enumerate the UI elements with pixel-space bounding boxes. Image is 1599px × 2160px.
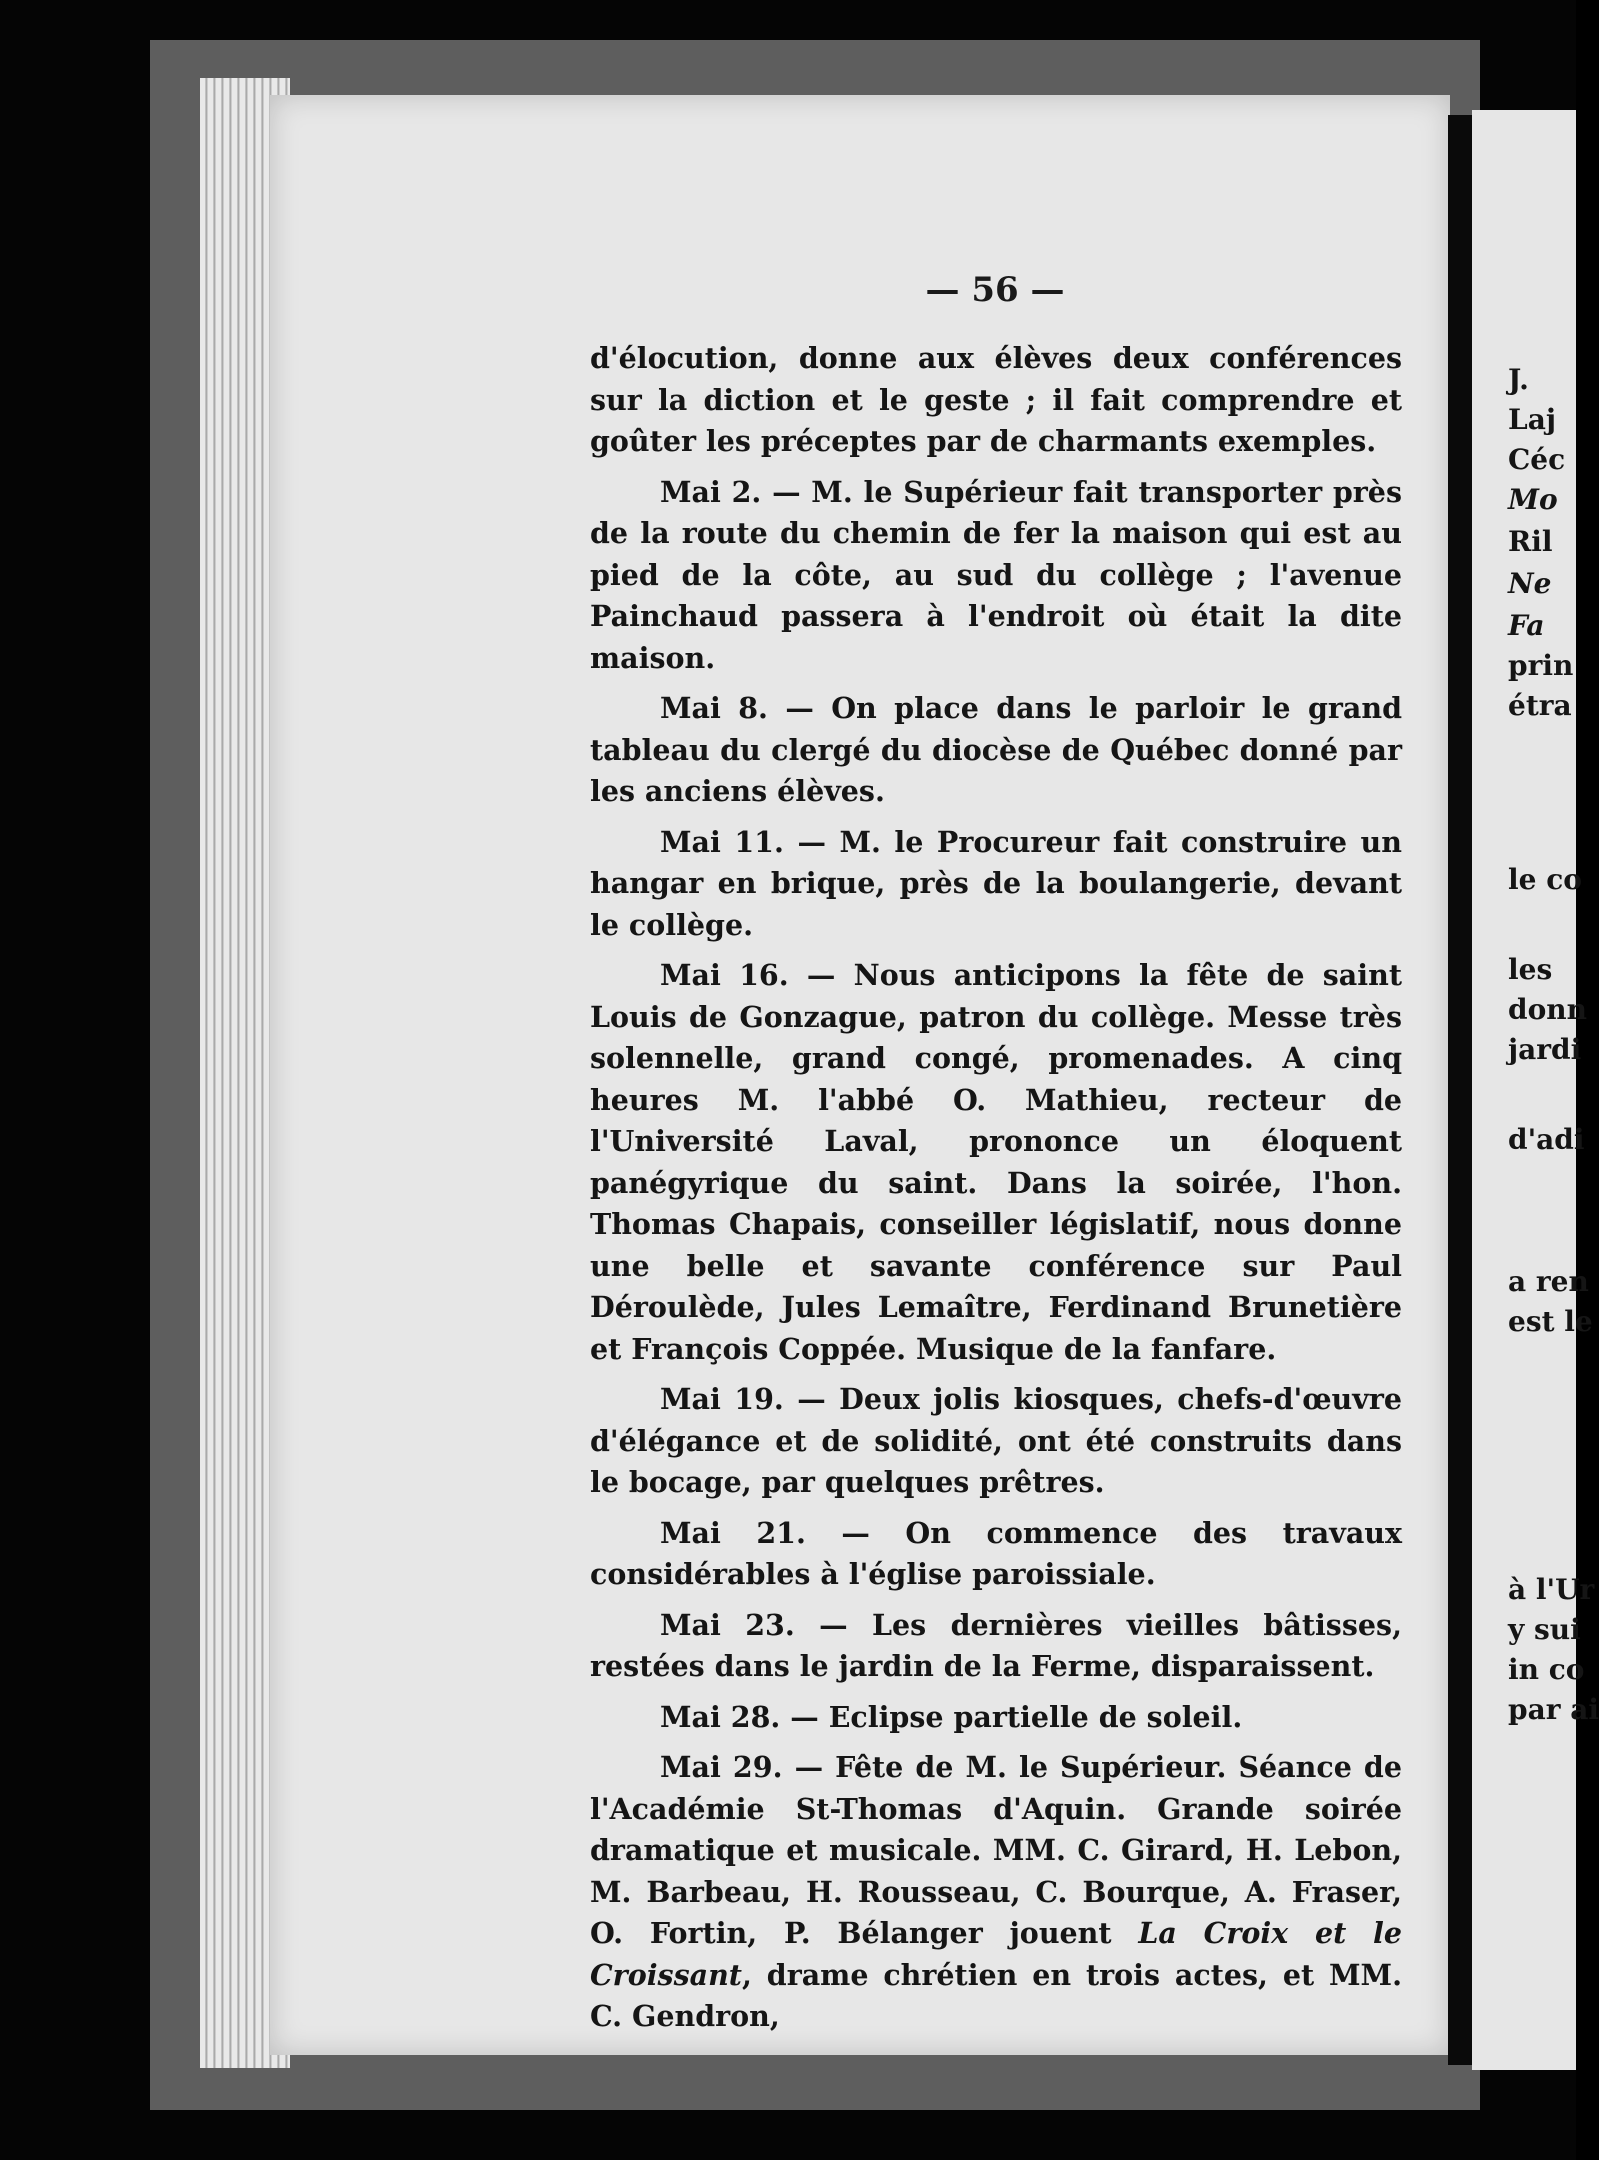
next-page-fragment: J. <box>1508 363 1529 396</box>
paragraph: Mai 8. — On place dans le parloir le grand tableau du clergé du diocèse de Québec donné par les anciens élèves. <box>590 691 1402 808</box>
next-page-fragment: par ai <box>1508 1693 1599 1726</box>
paragraph: Mai 21. — On commence des travaux considérables à l'église paroissiale. <box>590 1515 1402 1591</box>
paragraph-text: , drame chrétien en trois actes, et MM. C. Gendron, <box>590 1957 1402 2033</box>
next-page-fragment: les <box>1508 953 1553 986</box>
next-page-fragment: à l'Ur <box>1508 1573 1595 1606</box>
next-page-fragment: y sui <box>1508 1613 1581 1646</box>
next-page-fragment: Fa <box>1508 609 1545 642</box>
next-page-fragment: Laj <box>1508 403 1556 436</box>
next-page-fragment: Mo <box>1508 483 1558 516</box>
paragraph: Mai 19. — Deux jolis kiosques, chefs-d'œuvre d'élégance et de solidité, ont été construits dans le bocage, par quelques prêtres. <box>590 1382 1402 1499</box>
next-page-fragment: prin <box>1508 649 1574 682</box>
book-gutter <box>1448 115 1472 2065</box>
paragraph: Mai 2. — M. le Supérieur fait transporter près de la route du chemin de fer la maison qui est au pied de la côte, au sud du collège ; l'avenue Painchaud passera à l'endroit où était la dite maison. <box>590 474 1402 675</box>
paragraph-text: Mai 29. — Fête de M. le Supérieur. Séance de l'Académie St-Thomas d'Aquin. Grande soirée dramatique et musicale. MM. C. Girard, H. Lebon, M. Barbeau, H. Rousseau, C. Bourque, A. Fraser, O. Fortin, P. Bélanger jouent <box>590 1750 1402 1950</box>
next-page-fragment: est le <box>1508 1305 1593 1338</box>
next-page-fragment: a ren <box>1508 1265 1589 1298</box>
next-page-fragment: Ne <box>1508 567 1552 600</box>
play-title: La Croix et le Croissant <box>590 1916 1402 1992</box>
paragraph-last <box>590 1747 1402 2038</box>
paragraph: Mai 11. — M. le Procureur fait construire un hangar en brique, près de la boulangerie, devant le collège. <box>590 824 1402 942</box>
next-page-fragment: le co <box>1508 863 1582 896</box>
page-text <box>590 338 1402 2047</box>
paragraph: d'élocution, donne aux élèves deux conférences sur la diction et le geste ; il fait comprendre et goûter les préceptes par de charmants exemples. <box>590 341 1402 458</box>
paragraph: Mai 23. — Les dernières vieilles bâtisses, restées dans le jardin de la Ferme, disparaissent. <box>590 1607 1402 1683</box>
page-number: — 56 — <box>925 270 1065 310</box>
next-page-fragment: Céc <box>1508 443 1566 476</box>
next-page-fragment: d'adi <box>1508 1123 1585 1156</box>
paragraph: Mai 16. — Nous anticipons la fête de saint Louis de Gonzague, patron du collège. Messe très solennelle, grand congé, promenades. A cinq heures M. l'abbé O. Mathieu, recteur de l'Université Laval, prononce un éloquent panégyrique du saint. Dans la soirée, l'hon. Thomas Chapais, conseiller législatif, nous donne une belle et savante conférence sur Paul Déroulède, Jules Lemaître, Ferdinand Brunetière et François Coppée. Musique de la fanfare. <box>590 958 1402 1366</box>
next-page-fragment: jardi <box>1508 1033 1582 1066</box>
paragraph: Mai 28. — Eclipse partielle de soleil. <box>660 1699 1243 1734</box>
next-page-fragment: étra <box>1508 689 1572 722</box>
next-page-fragment: donn <box>1508 993 1587 1026</box>
next-page-fragment: in co <box>1508 1653 1585 1686</box>
next-page-fragment: Ril <box>1508 525 1553 558</box>
